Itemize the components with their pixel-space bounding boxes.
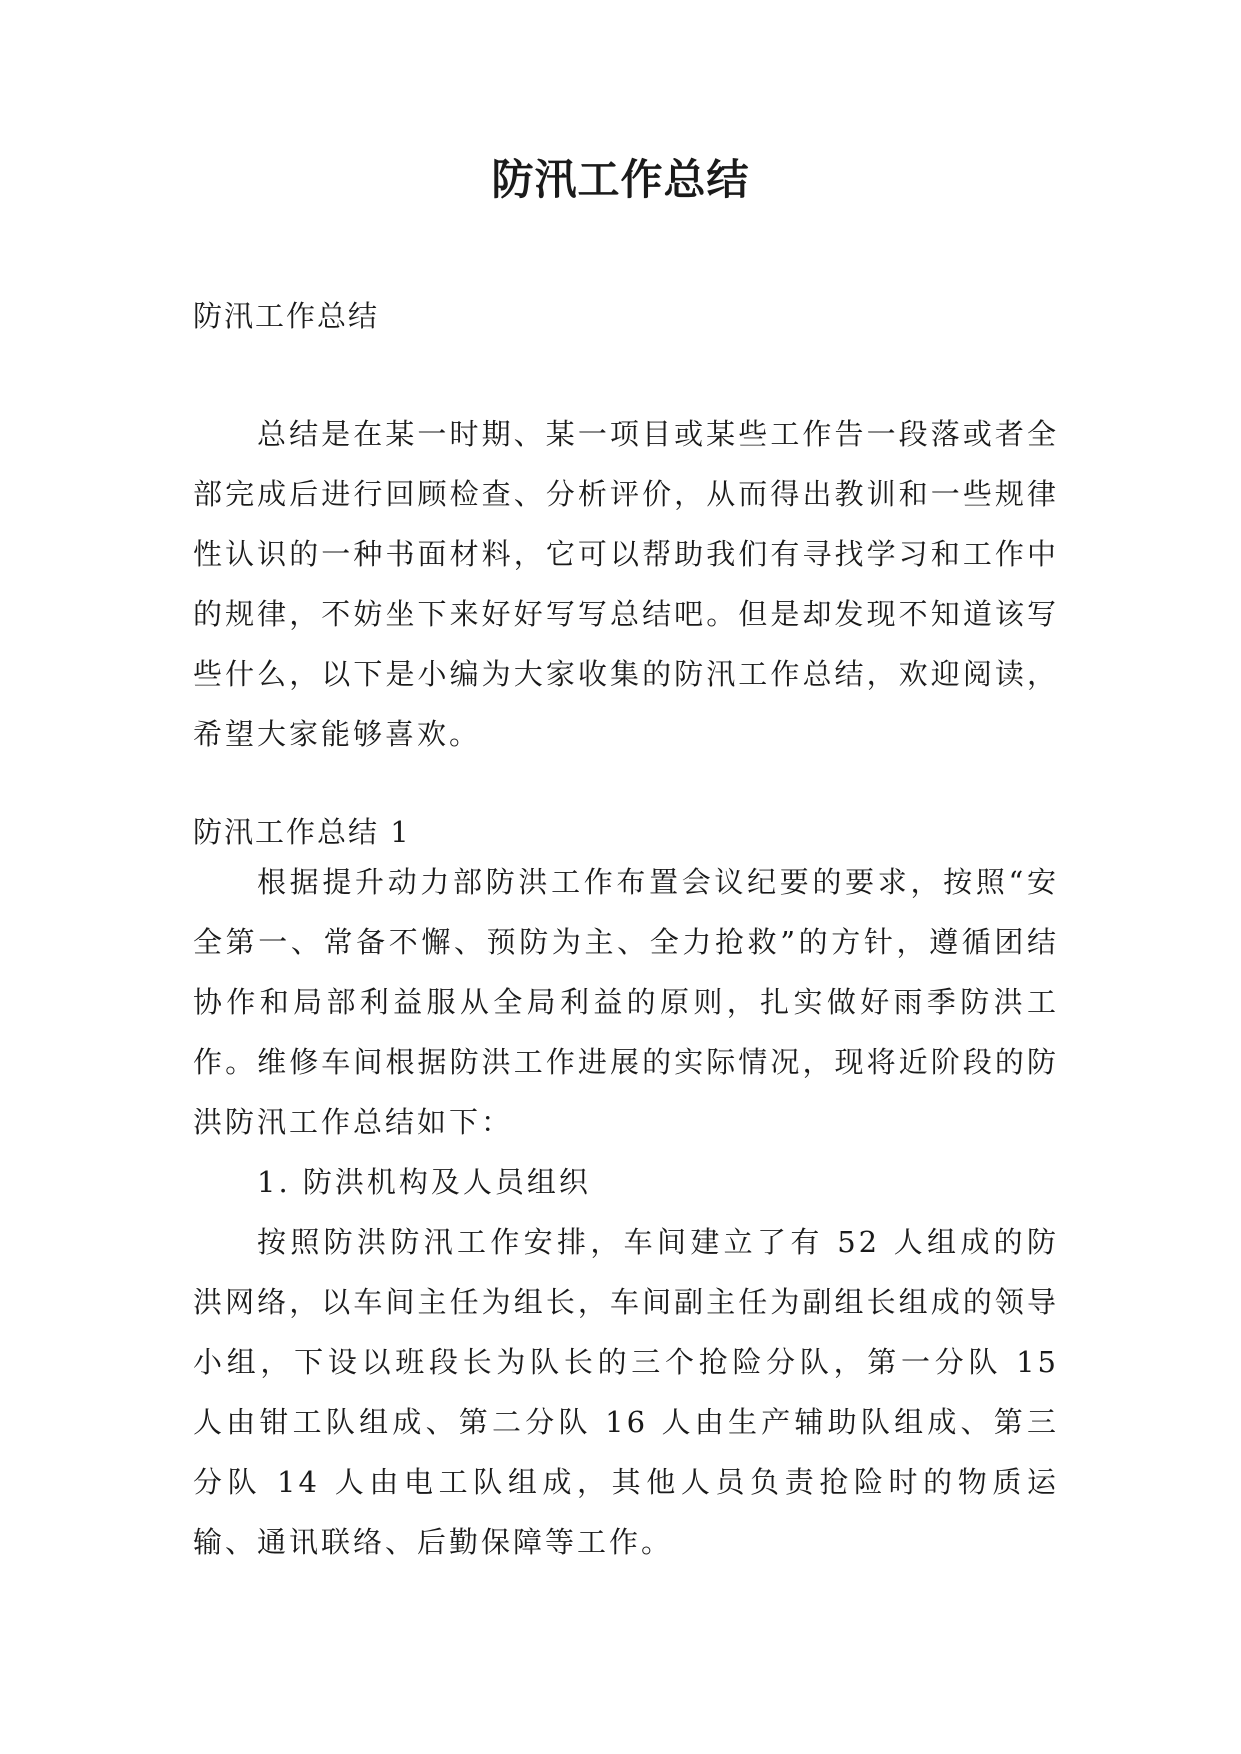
section-paragraph: 根据提升动力部防洪工作布置会议纪要的要求，按照“安全第一、常备不懈、预防为主、全力抢救”的方针，遵循团结协作和局部利益服从全局利益的原则，扎实做好雨季防洪工作。维修车间根据防洪工作进展的实际情况，现将近阶段的防洪防汛工作总结如下： — [193, 865, 1059, 1139]
intro-paragraph: 总结是在某一时期、某一项目或某些工作告一段落或者全部完成后进行回顾检查、分析评价，从而得出教训和一些规律性认识的一种书面材料，它可以帮助我们有寻找学习和工作中的规律，不妨坐下来好好写写总结吧。但是却发现不知道该写些什么，以下是小编为大家收集的防汛工作总结，欢迎阅读，希望大家能够喜欢。 — [193, 417, 1059, 751]
section-body — [193, 852, 1059, 1572]
item-heading: 1. 防洪机构及人员组织 — [257, 1165, 591, 1199]
item-paragraph: 按照防洪防汛工作安排，车间建立了有 52 人组成的防洪网络，以车间主任为组长，车间副主任为副组长组成的领导小组，下设以班段长为队长的三个抢险分队，第一分队 15 人由钳工队组成、第二分队 16 人由生产辅助队组成、第三分队 14 人由电工队组成，其他人员负责抢险时的物质运输、通讯联络、后勤保障等工作。 — [193, 1225, 1059, 1559]
intro-section — [193, 404, 1059, 764]
document-title: 防汛工作总结 — [491, 155, 750, 204]
section-heading: 防汛工作总结 1 — [193, 815, 411, 849]
document-subtitle: 防汛工作总结 — [193, 299, 380, 333]
